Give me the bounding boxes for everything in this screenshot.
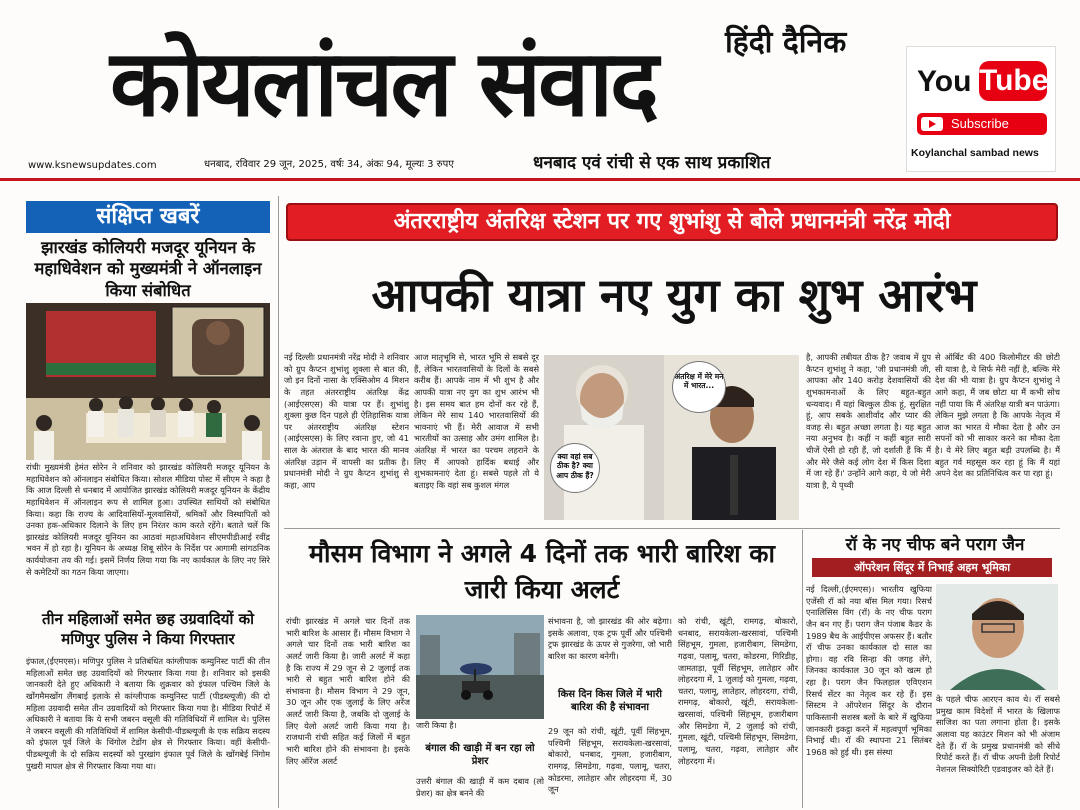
masthead-website[interactable]: www.ksnewsupdates.com <box>28 160 157 171</box>
raw-headline[interactable]: रॉ के नए चीफ बने पराग जैन <box>845 535 1025 555</box>
lead-column-4: से ऑर्बिट की 400 किलोमीटर की छोटी सी यात्रा है, ये सिर्फ मेरी नहीं है, बल्कि मेरे देश की भी यात्रा है। ग्रुप कैप्टन शुभांशु ने आगे कहा, मैं जब छोटा था मैं कभी सोच नहीं पाया कि मैं अंतरिक्ष यात्री बन पाऊंगा। लेकिन मुझे लगता है कि आपके नेतृत्व में आज का भारत ये मौका देता है और उन सपनों को भी साकार करने का मौका देता है। ये मेरे लिए बहुत बड़ी उपलब्धि है। मैं बहुत गर्व महसूस कर रहा हूं कि मैं यहां अपने देश का प्रतिनिधित्व कर पा रहा हूं। <box>935 352 1060 479</box>
parag-jain-photo <box>936 584 1058 690</box>
raw-column-2: के पहले चीफ आरएन काव थे। रॉ सबसे प्रमुख काम विदेशों में भारत के खिलाफ साजिश का पता लगाना होता है। इसके अलावा यह काउंटर मिशन को भी अंजाम देते हैं। रॉ के प्रमुख प्रधानमंत्री को सीधे रिपोर्ट करते हैं। रॉ चीफ अपनी डेली रिपोर्ट नेशनल सिक्योरिटी एडवाइजर को देते हैं। <box>936 694 1060 774</box>
convention-photo-art <box>26 303 270 460</box>
youtube-channel-name: Koylanchal sambad news <box>911 147 1039 159</box>
youtube-subscribe-button[interactable]: Subscribe <box>917 113 1047 135</box>
modi-shubhanshu-art <box>544 355 799 520</box>
section-divider <box>284 528 1060 529</box>
raw-column-1: नई दिल्ली,(ईएमएस)। भारतीय खुफिया एजेंसी रॉ को नया बॉस मिल गया। रिसर्च एनालिसिस विंग (रॉ) के नए चीफ पराग जैन बन गए हैं। पराग जैन पंजाब कैडर के 1989 बैच के आईपीएस अफसर हैं। बतौर रॉ चीफ उनका कार्यकाल दो साल का होगा। वह रवि सिन्हा की जगह लेंगे, जिनका कार्यकाल 30 जून को खत्म हो रहा है। पराग जैन फिलहाल एविएशन रिसर्च सेंटर का नेतृत्व कर रहे हैं। इस सिस्टम ने ऑपरेशन सिंदूर के दौरान पाकिस्तानी सशस्त्र बलों के बारे में खुफिया जानकारी इकट्ठा करने में महत्वपूर्ण भूमिका निभाई थी। रॉ की स्थापना 21 सितंबर 1968 को हुई थी। इस संस्था <box>806 584 932 757</box>
masthead-issue-line: धनबाद, रविवार 29 जून, 2025, वर्षः 34, अंकः 94, मूल्यः 3 रुपए <box>204 159 454 170</box>
youtube-logo-tube: Tube <box>979 61 1047 101</box>
masthead-title: कोयलांचल संवाद <box>110 30 656 137</box>
left-article-1-text: रांचीः मुख्यमंत्री हेमंत सोरेन ने शनिवार को झारखंड कोलियरी मजदूर यूनियन के महाधिवेशन को ऑनलाइन संबोधित किया। सोशल मीडिया पोस्ट में सीएम ने कहा है कि आज दिल्ली से धनबाद में आयोजित झारखंड कोलियरी मजदूर यूनियन के केंद्रीय महाधिवेशन में ऑनलाइन रूप से शामिल हुआ। उपस्थित साथियों को संबोधित किया। कहा कि राज्य के आदिवासियों-मूलवासियों, श्रमिकों और विस्थापितों को उनका हक-अधिकार दिलाने के लिए हम निरंतर काम करते रहेंगे। बताते चलें कि झारखंड कोलियरी मजदूर यूनियन का आठवां महाअधिवेशन सीएमपीडीआई रवींद्र भवन में हो रहा है। यूनियन के अध्यक्ष शिबू सोरेन के निर्देश पर आगामी सांगठनिक कार्ययोजना तय की गई। इसमें निर्णय लिया गया कि नए कार्यकाल के लिए नए सिरे से कमेटियों का गठन किया जाएगा। <box>26 462 270 577</box>
weather-subheading-1: बंगाल की खाड़ी में बन रहा लो प्रेशर <box>425 743 535 767</box>
youtube-promo[interactable] <box>906 46 1056 172</box>
weather-column-4: को रांची, खूंटी, रामगढ़, बोकारो, धनबाद, सरायकेला-खरसावां, पश्चिमी सिंहभूम, गुमला, हजारीबाग, सिमडेगा, गढ़वा, पलामू, चतरा, कोडरमा, गिरिडीह, जामताड़ा, पूर्वी सिंहभूम, लातेहार और लोहरदगा में, 1 जुलाई को गुमला, गढ़वा, चतरा, पलामू, लातेहार, लोहरदगा, रांची, रामगढ़, बोकारो, खूंटी, सरायकेला-खरसावां, पश्चिमी सिंहभूम, हजारीबाग और सिमडेगा में, 2 जुलाई को रांची, गुमला, खूंटी, पश्चिमी सिंहभूम, सिमडेगा, पलामू, चतरा, गढ़वा, लातेहार और लोहरदगा में। <box>678 616 798 766</box>
convention-photo <box>26 303 270 460</box>
lead-column-2: आज मातृभूमि से, भारत भूमि से सबसे दूर हैं, लेकिन भारतवासियों के दिलों के सबसे करीब हैं। आपके नाम में भी शुभ है और आपकी यात्रा नए युग का शुभ आरंभ भी है। इस समय बात हम दोनों कर रहे हैं, लेकिन मेरे साथ 140 भारतवासियों की भावनाएं भी हैं। मेरी आवाज में सभी भारतीयों का उत्साह और उमंग शामिल है। अंतरिक्ष में भारत का परचम लहराने के लिए मैं आपको हार्दिक बधाई और शुभकामनाएं देता हूं। सबसे पहले तो ये बताइए कि वहां सब कुशल मंगल <box>414 352 539 491</box>
raw-subheadline: ऑपरेशन सिंदूर में निभाई अहम भूमिका <box>812 558 1052 577</box>
rain-photo <box>416 615 544 719</box>
lead-headline[interactable]: आपकी यात्रा नए युग का शुभ आरंभ <box>371 268 977 322</box>
left-headline-2[interactable]: तीन महिलाओं समेत छह उग्रवादियों को मणिपुर पुलिस ने किया गिरफ्तार <box>42 610 254 648</box>
weather-continued: जारी किया है। <box>416 721 457 730</box>
lead-column-3: है, आपकी तबीयत ठीक है? जवाब में ग्रुप कैप्टन शुभांशु ने कहा, 'जी प्रधानमंत्री जी, आपका और 140 करोड़ देशवासियों की शुभकामनाओं के लिए बहुत-बहुत धन्यवाद। मैं यहां बिल्कुल ठीक हूं, सुरक्षित हूं, आप सबके आशीर्वाद और प्यार की वजह से। बहुत अच्छा लगता है। यह बहुत नया अनुभव है। कहीं न कहीं बहुत सारी चीजें ऐसी हो रही हैं, जो दर्शाती हैं कि मैं और मेरे जैसे कई लोग देश में किस दिशा में जा रहे हैं।' उन्होंने आगे कहा, ये जो मेरी यात्रा है, ये पृथ्वी <box>806 352 931 491</box>
weather-column-3a: संभावना है, जो झारखंड की ओर बढ़ेगा। इसके अलावा, एक ट्रफ पूर्वी और पश्चिमी ट्रफ झारखंड के ऊपर से गुजरेगा, जो भारी बारिश का कारण बनेगी। <box>548 616 672 661</box>
speech-bubble-astronaut: अंतरिक्ष में मेरे मन में भारत... <box>672 361 726 413</box>
weather-headline[interactable]: मौसम विभाग ने अगले 4 दिनों तक भारी बारिश का जारी किया अलर्ट <box>309 539 775 604</box>
weather-subheading-2: किस दिन किस जिले में भारी बारिश की है संभावना <box>558 689 662 713</box>
lead-column-1: नई दिल्लीः प्रधानमंत्री नरेंद्र मोदी ने शनिवार को ग्रुप कैप्टन शुभांशु शुक्ला से बात की, जो इन दिनों नासा के एक्सिओम 4 मिशन के तहत अंतरराष्ट्रीय अंतरिक्ष केंद्र (आईएसएस) की यात्रा पर हैं। शुभांशु शुक्ला कुछ दिन पहले ही ऐतिहासिक यात्रा पर अंतरराष्ट्रीय अंतरिक्ष स्टेशन (आईएसएस) के लिए रवाना हुए, जो 41 साल के अंतराल के बाद भारत की मानव अंतरिक्ष उड़ान में वापसी का प्रतीक है। प्रधानमंत्री मोदी ने ग्रुप कैप्टन शुभांशु से कहा, आप <box>284 352 409 491</box>
masthead-divider <box>0 178 1080 181</box>
brief-news-label: संक्षिप्त खबरें <box>26 201 270 233</box>
weather-column-2: उत्तरी बंगाल की खाड़ी में कम दबाव (लो प्रेशर) का क्षेत्र बनने की <box>416 776 544 798</box>
play-triangle-icon <box>929 120 936 128</box>
youtube-logo-you: You <box>917 65 972 98</box>
left-headline-1[interactable]: झारखंड कोलियरी मजदूर यूनियन के महाधिवेशन को मुख्यमंत्री ने ऑनलाइन किया संबोधित <box>34 238 262 300</box>
lead-banner[interactable]: अंतरराष्ट्रीय अंतरिक्ष स्टेशन पर गए शुभांशु से बोले प्रधानमंत्री नरेंद्र मोदी <box>286 203 1058 241</box>
masthead-tagline: हिंदी दैनिक <box>725 25 847 60</box>
left-article-2-text: इंफाल,(ईएमएस)। मणिपुर पुलिस ने प्रतिबंधित कांग्लीपाक कम्युनिस्ट पार्टी की तीन महिलाओं समेत छह उग्रवादियों को गिरफ्तार किया गया है। शनिवार को इसकी जानकारी देते हुए अधिकारी ने बताया कि शुक्रवार को इंफाल पश्चिम जिले के खोंगमैमखोंग लैंगबाई इलाके से कांग्लीपाक कम्युनिस्ट पार्टी (पीडब्ल्यूजी) की दो महिला उग्रवादी समेत तीन उग्रवादियों को गिरफ्तार किया गया है। मीडिया रिपोर्ट में अधिकारी ने बताया कि ये सभी जबरन वसूली की गतिविधियों में शामिल थे। पुलिस ने जबरन वसूली की गतिविधियों में शामिल केसीपी-पीडब्ल्यूजी के एक सक्रिय सदस्य को इंफाल पूर्व जिले के थिंगोल टेडोंग क्षेत्र से गिरफ्तार किया। वहीं केसीपी-पीडब्ल्यूजी के दो सक्रिय सदस्यों को पुरखांग इंफाल पूर्व जिले के खोंगबेई निंगोम पुखरी मापल क्षेत्र से गिरफ्तार किया गया था। <box>26 656 270 771</box>
masthead-published-from: धनबाद एवं रांची से एक साथ प्रकाशित <box>533 153 771 173</box>
weather-column-3b: 29 जून को रांची, खूंटी, पूर्वी सिंहभूम, पश्चिमी सिंहभूम, सरायकेला-खरसावां, बोकारो, धनबाद, गुमला, हजारीबाग, रामगढ़, सिमडेगा, गढ़वा, पलामू, चतरा, कोडरमा, लातेहार और लोहरदगा में, 30 जून <box>548 726 672 795</box>
column-divider <box>278 196 279 808</box>
column-divider <box>802 530 803 808</box>
modi-shubhanshu-photo <box>544 355 799 520</box>
weather-column-1: रांचीः झारखंड में अगले चार दिनों तक भारी बारिश के आसार हैं। मौसम विभाग ने अगले चार दिनों तक भारी बारिश का अलर्ट जारी किया है। जारी अलर्ट में कहा है कि राज्य में 29 जून से 2 जुलाई तक भारी से बहुत भारी बारिश होने की संभावना है। मौसम विभाग ने 29 जून, 30 जून और एक जुलाई के लिए अरेंज अलर्ट जारी किया है, जबकि दो जुलाई के लिए येलो अलर्ट जारी किया गया है। राजधानी रांची सहित कई जिलों में बहुत भारी बारिश होने की संभावना है। इसके लिए ऑरेंज अलर्ट <box>286 616 410 766</box>
speech-bubble-pm: क्या वहां सब ठीक है? क्या आप ठीक हैं? <box>550 443 600 493</box>
parag-jain-art <box>936 584 1058 690</box>
rain-photo-art <box>416 615 544 719</box>
